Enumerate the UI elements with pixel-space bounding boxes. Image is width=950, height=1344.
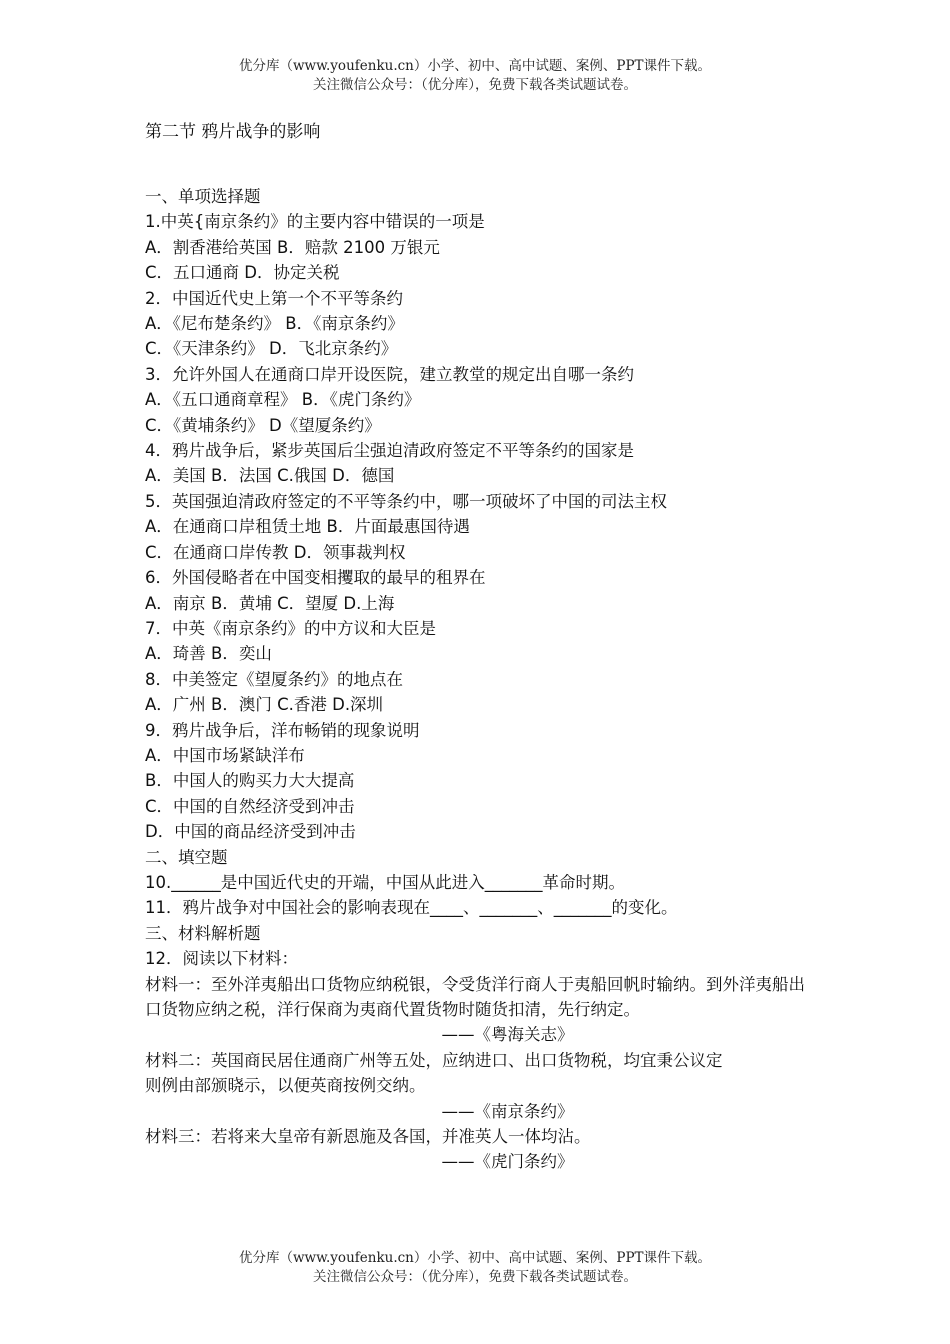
section-heading: 三、材料解析题 xyxy=(145,923,261,943)
question-options: D．中国的商品经济受到冲击 xyxy=(145,822,356,842)
section-heading: 二、填空题 xyxy=(145,847,228,867)
material-text: 则例由部颁晓示，以便英商按例交纳。 xyxy=(145,1076,426,1096)
footer-line-1: 优分库（www.youfenku.cn）小学、初中、高中试题、案例、PPT课件下载。 xyxy=(238,1250,712,1266)
footer-line-2: 关注微信公众号：（优分库），免费下载各类试题试卷。 xyxy=(313,1269,637,1285)
question-options: A．《五口通商章程》 B．《虎门条约》 xyxy=(145,390,421,410)
question-options: A．割香港给英国 B．赔款 2100 万银元 xyxy=(145,237,440,257)
material-source: ——《虎门条约》 xyxy=(441,1152,574,1172)
material-source: ——《粤海关志》 xyxy=(441,1025,574,1045)
page-header xyxy=(0,57,950,95)
material-source: ——《南京条约》 xyxy=(441,1101,574,1121)
question-options: C．《天津条约》 D．飞北京条约》 xyxy=(145,339,398,359)
question-stem: 7．中英《南京条约》的中方议和大臣是 xyxy=(145,618,436,638)
question-options: A．在通商口岸租赁土地 B．片面最惠国待遇 xyxy=(145,517,470,537)
question-options: C．在通商口岸传教 D．领事裁判权 xyxy=(145,542,406,562)
material-text: 材料二：英国商民居住通商广州等五处，应纳进口、出口货物税，均宜秉公议定 xyxy=(145,1050,723,1070)
question-stem: 3．允许外国人在通商口岸开设医院，建立教堂的规定出自哪一条约 xyxy=(145,364,634,384)
question-stem: 9．鸦片战争后，洋布畅销的现象说明 xyxy=(145,720,420,740)
question-stem: 2．中国近代史上第一个不平等条约 xyxy=(145,288,403,308)
question-stem: 6．外国侵略者在中国变相攫取的最早的租界在 xyxy=(145,568,486,588)
fill-blank-question: 10.______是中国近代史的开端，中国从此进入_______革命时期。 xyxy=(145,872,625,892)
question-stem: 4．鸦片战争后，紧步英国后尘强迫清政府签定不平等条约的国家是 xyxy=(145,441,634,461)
question-options: A．琦善 B．奕山 xyxy=(145,644,272,664)
question-options: A．广州 B．澳门 C.香港 D.深圳 xyxy=(145,695,384,715)
header-line-1: 优分库（www.youfenku.cn）小学、初中、高中试题、案例、PPT课件下载。 xyxy=(238,58,712,74)
question-stem: 12．阅读以下材料： xyxy=(145,949,298,969)
document-body xyxy=(145,184,810,1175)
document-title: 第二节 鸦片战争的影响 xyxy=(145,122,321,142)
section-heading: 一、单项选择题 xyxy=(145,187,261,206)
question-options: C．《黄埔条约》 D《望厦条约》 xyxy=(145,415,381,435)
question-stem: 5．英国强迫清政府签定的不平等条约中，哪一项破坏了中国的司法主权 xyxy=(145,491,667,511)
fill-blank-question: 11．鸦片战争对中国社会的影响表现在____、_______、_______的变化。 xyxy=(145,898,678,918)
question-options: A．南京 B．黄埔 C．望厦 D.上海 xyxy=(145,593,395,613)
page-footer xyxy=(0,1249,950,1287)
question-options: A．中国市场紧缺洋布 xyxy=(145,745,305,765)
question-options: A．美国 B．法国 C.俄国 D．德国 xyxy=(145,466,395,486)
question-options: C．中国的自然经济受到冲击 xyxy=(145,796,355,816)
header-line-2: 关注微信公众号：（优分库），免费下载各类试题试卷。 xyxy=(313,77,637,93)
question-stem: 8．中美签定《望厦条约》的地点在 xyxy=(145,669,403,689)
question-stem: 1.中英{南京条约》的主要内容中错误的一项是 xyxy=(145,212,485,232)
question-options: C．五口通商 D．协定关税 xyxy=(145,263,340,283)
question-options: A．《尼布楚条约》 B．《南京条约》 xyxy=(145,314,404,334)
material-text: 材料一：至外洋夷船出口货物应纳税银，令受货洋行商人于夷船回帆时输纳。到外洋夷船出口货物应纳之税，洋行保商为夷商代置货物时随货扣清，先行纳定。 xyxy=(145,974,805,1019)
material-text: 材料三：若将来大皇帝有新恩施及各国，并准英人一体均沾。 xyxy=(145,1127,591,1147)
question-options: B．中国人的购买力大大提高 xyxy=(145,771,355,791)
